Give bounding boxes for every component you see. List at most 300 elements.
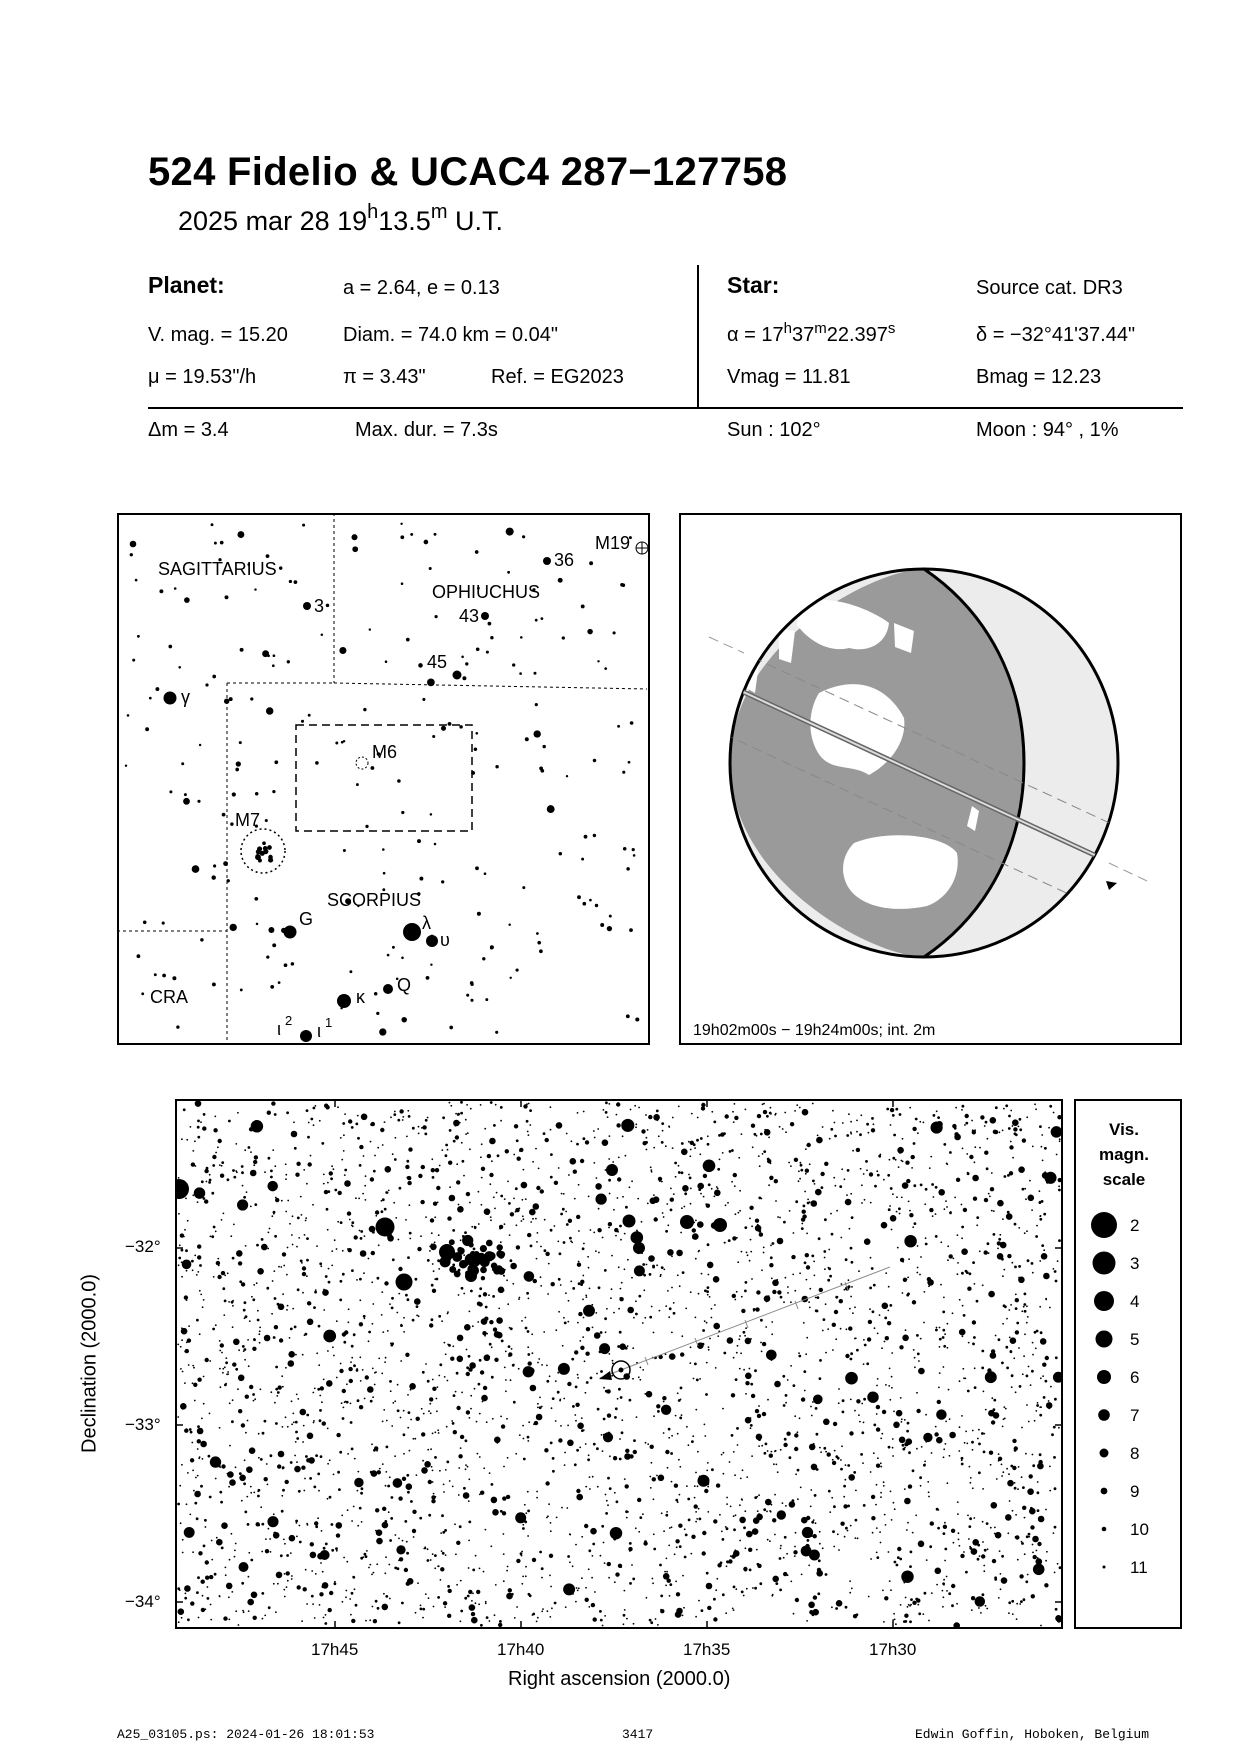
field-star: [890, 1215, 897, 1222]
field-star: [616, 1500, 619, 1503]
finder-star: [434, 533, 437, 536]
field-star: [536, 1258, 538, 1260]
field-star: [766, 1350, 777, 1361]
field-star: [944, 1560, 946, 1562]
field-star: [194, 1502, 197, 1505]
field-star: [885, 1272, 887, 1274]
field-star: [264, 1420, 267, 1423]
field-star: [958, 1450, 960, 1452]
field-star: [421, 1467, 428, 1474]
field-star: [974, 1129, 976, 1131]
finder-star: [430, 964, 432, 966]
field-star: [273, 1532, 276, 1535]
field-star: [695, 1521, 697, 1523]
field-star: [854, 1306, 856, 1308]
field-star: [1023, 1303, 1026, 1306]
field-star: [235, 1143, 237, 1145]
field-star: [453, 1394, 456, 1397]
field-star: [223, 1616, 227, 1620]
field-star: [645, 1114, 647, 1116]
field-star: [265, 1538, 267, 1540]
field-star: [887, 1321, 891, 1325]
field-star: [337, 1471, 340, 1474]
field-star: [216, 1539, 223, 1546]
field-star: [575, 1420, 577, 1422]
field-star: [965, 1114, 969, 1118]
field-star: [382, 1522, 389, 1529]
field-star: [344, 1180, 351, 1187]
field-star: [1010, 1141, 1012, 1143]
field-star: [910, 1604, 912, 1606]
field-star: [241, 1282, 245, 1286]
field-star: [663, 1573, 670, 1580]
field-star: [801, 1227, 804, 1230]
field-star: [810, 1613, 812, 1615]
field-star: [760, 1342, 762, 1344]
finder-star: [633, 854, 636, 857]
field-star: [378, 1244, 380, 1246]
field-star: [500, 1106, 503, 1109]
field-star: [303, 1425, 305, 1427]
field-star: [840, 1237, 842, 1239]
field-star: [247, 1339, 249, 1341]
field-star: [267, 1181, 278, 1192]
field-star: [416, 1417, 420, 1421]
field-star: [489, 1472, 491, 1474]
field-star: [804, 1390, 806, 1392]
scale-label-11: 11: [1130, 1558, 1148, 1577]
field-star: [428, 1410, 430, 1412]
field-star: [390, 1116, 392, 1118]
field-star: [295, 1441, 297, 1443]
field-star: [232, 1257, 235, 1260]
field-star: [178, 1611, 180, 1613]
field-star: [374, 1384, 376, 1386]
field-star: [525, 1512, 527, 1514]
field-star: [179, 1485, 181, 1487]
field-star: [229, 1479, 236, 1486]
field-star: [425, 1216, 427, 1218]
field-star: [671, 1332, 673, 1334]
field-star: [268, 1606, 271, 1609]
field-star: [1022, 1138, 1026, 1142]
field-star: [208, 1455, 211, 1458]
field-star: [835, 1185, 837, 1187]
field-star: [192, 1269, 194, 1271]
field-star: [351, 1520, 353, 1522]
field-star: [904, 1498, 911, 1505]
field-star: [893, 1411, 895, 1413]
finder-star: [137, 954, 141, 958]
field-star: [1019, 1385, 1022, 1388]
field-star: [730, 1555, 732, 1557]
field-star: [946, 1163, 948, 1165]
cluster-star: [470, 1256, 481, 1267]
field-star: [913, 1184, 916, 1187]
field-star: [685, 1534, 688, 1537]
finder-star: [302, 524, 305, 527]
finder-star: [604, 667, 607, 670]
field-star: [519, 1150, 521, 1152]
field-star: [363, 1272, 365, 1274]
field-star: [679, 1466, 681, 1468]
field-star: [845, 1258, 848, 1261]
field-star: [188, 1364, 190, 1366]
field-star: [196, 1319, 199, 1322]
field-star: [519, 1207, 521, 1209]
field-star: [760, 1319, 763, 1322]
field-star: [810, 1506, 812, 1508]
field-star: [623, 1614, 626, 1617]
field-star: [406, 1582, 410, 1586]
field-star: [437, 1386, 439, 1388]
field-star: [967, 1287, 971, 1291]
field-star: [197, 1201, 199, 1203]
field-star: [182, 1539, 184, 1541]
field-star: [861, 1431, 864, 1434]
field-star: [667, 1467, 669, 1469]
field-star: [713, 1323, 720, 1330]
field-star: [892, 1193, 894, 1195]
field-star: [469, 1417, 471, 1419]
field-star: [319, 1604, 321, 1606]
field-star: [377, 1470, 381, 1474]
field-star: [945, 1443, 947, 1445]
field-star: [656, 1264, 658, 1266]
field-star: [889, 1304, 892, 1307]
field-star: [824, 1257, 826, 1259]
finder-star: [441, 880, 444, 883]
field-star: [592, 1543, 595, 1546]
finder-star: [593, 834, 596, 837]
field-star: [637, 1198, 639, 1200]
field-star: [1021, 1542, 1024, 1545]
field-star: [216, 1261, 220, 1265]
field-star: [310, 1553, 313, 1556]
field-star: [748, 1548, 752, 1552]
field-star: [951, 1584, 955, 1588]
field-star: [228, 1120, 231, 1123]
field-star: [1024, 1293, 1027, 1296]
field-star: [1046, 1402, 1053, 1409]
field-star: [698, 1188, 701, 1191]
field-star: [403, 1410, 405, 1412]
field-star: [190, 1431, 193, 1434]
field-star: [681, 1149, 688, 1156]
field-star: [279, 1453, 282, 1456]
field-star: [707, 1143, 710, 1146]
field-star: [896, 1564, 899, 1567]
field-star: [1011, 1262, 1013, 1264]
field-star: [1007, 1174, 1010, 1177]
field-star: [880, 1462, 882, 1464]
field-star: [513, 1198, 515, 1200]
field-star: [524, 1504, 526, 1506]
field-star: [702, 1329, 705, 1332]
field-star: [468, 1590, 472, 1594]
field-star: [412, 1529, 416, 1533]
field-star: [372, 1368, 374, 1370]
field-star: [503, 1533, 505, 1535]
field-star: [1015, 1298, 1019, 1302]
field-star: [247, 1599, 254, 1606]
field-star: [578, 1587, 580, 1589]
field-star: [1053, 1426, 1056, 1429]
field-star: [547, 1293, 549, 1295]
field-star: [772, 1576, 779, 1583]
field-star: [394, 1567, 397, 1570]
field-star: [733, 1451, 735, 1453]
scale-dot-6: [1097, 1370, 1111, 1384]
field-star: [675, 1499, 678, 1502]
field-star: [694, 1363, 697, 1366]
field-star: [282, 1386, 284, 1388]
field-star: [180, 1346, 182, 1348]
field-star: [324, 1622, 327, 1625]
field-star: [973, 1197, 977, 1201]
field-star: [671, 1435, 673, 1437]
field-star: [877, 1457, 879, 1459]
field-star: [892, 1438, 894, 1440]
field-star: [220, 1174, 224, 1178]
field-star: [863, 1422, 865, 1424]
finder-star: [382, 848, 385, 851]
field-star: [734, 1116, 738, 1120]
field-star: [961, 1272, 964, 1275]
field-star: [993, 1412, 1000, 1419]
field-star: [782, 1128, 784, 1130]
field-star: [180, 1403, 187, 1410]
field-star: [294, 1147, 297, 1150]
field-star: [362, 1193, 364, 1195]
field-star: [521, 1220, 523, 1222]
field-star: [320, 1562, 322, 1564]
field-star: [530, 1385, 537, 1392]
field-star: [359, 1164, 362, 1167]
field-star: [972, 1430, 974, 1432]
field-star: [241, 1423, 245, 1427]
field-star: [1045, 1560, 1047, 1562]
field-star: [937, 1400, 941, 1404]
field-star: [998, 1453, 1000, 1455]
field-star: [432, 1387, 436, 1391]
field-star: [990, 1527, 992, 1529]
field-star: [467, 1132, 469, 1134]
field-star: [850, 1131, 852, 1133]
field-star: [194, 1400, 196, 1402]
field-star: [355, 1197, 357, 1199]
field-star: [971, 1609, 973, 1611]
field-star: [588, 1267, 590, 1269]
field-star: [635, 1123, 637, 1125]
field-star: [202, 1126, 206, 1130]
field-star: [770, 1107, 772, 1109]
label-gamma: γ: [181, 687, 190, 707]
field-star: [829, 1511, 831, 1513]
field-star: [711, 1111, 713, 1113]
field-star: [840, 1522, 844, 1526]
field-star: [331, 1523, 334, 1526]
field-star: [580, 1283, 583, 1286]
field-star: [484, 1128, 486, 1130]
field-star: [558, 1311, 560, 1313]
field-star: [365, 1375, 369, 1379]
field-star: [322, 1289, 329, 1296]
field-star: [293, 1121, 295, 1123]
field-star: [475, 1555, 477, 1557]
field-star: [471, 1226, 473, 1228]
field-star: [690, 1188, 692, 1190]
field-star: [382, 1144, 384, 1146]
field-star: [220, 1386, 222, 1388]
field-star: [727, 1337, 734, 1344]
field-star: [280, 1554, 283, 1557]
field-star: [458, 1454, 462, 1458]
field-star: [605, 1331, 607, 1333]
field-star: [738, 1338, 740, 1340]
field-star: [336, 1377, 338, 1379]
field-star: [684, 1192, 687, 1195]
cluster-star: [454, 1270, 461, 1277]
field-star: [1024, 1553, 1026, 1555]
field-star: [939, 1327, 941, 1329]
field-star: [876, 1385, 878, 1387]
field-star: [233, 1176, 236, 1179]
field-star: [981, 1432, 984, 1435]
field-star: [994, 1130, 998, 1134]
field-star: [225, 1574, 227, 1576]
field-star: [857, 1537, 859, 1539]
finder-star: [635, 1017, 639, 1021]
field-star: [575, 1386, 578, 1389]
field-star: [1001, 1464, 1003, 1466]
field-star: [307, 1524, 309, 1526]
field-star: [487, 1354, 489, 1356]
field-star: [577, 1377, 579, 1379]
field-star: [592, 1555, 594, 1557]
finder-star: [229, 697, 233, 701]
field-star: [300, 1409, 307, 1416]
field-star: [563, 1193, 565, 1195]
field-star: [767, 1450, 769, 1452]
field-star: [486, 1616, 489, 1619]
field-star: [988, 1252, 990, 1254]
field-star: [832, 1349, 834, 1351]
field-star: [763, 1103, 765, 1105]
field-star: [342, 1389, 346, 1393]
field-star: [653, 1498, 655, 1500]
field-star: [619, 1297, 621, 1299]
label-cra: CRA: [150, 987, 189, 1007]
field-star: [472, 1593, 474, 1595]
field-star: [572, 1405, 575, 1408]
finder-star: [432, 735, 435, 738]
field-star: [739, 1368, 741, 1370]
field-star: [556, 1517, 558, 1519]
field-star: [258, 1457, 260, 1459]
cluster-star: [470, 1251, 476, 1257]
field-star: [445, 1144, 448, 1147]
field-star: [876, 1556, 879, 1559]
field-star: [736, 1291, 738, 1293]
finder-star: [278, 981, 281, 984]
field-star: [407, 1256, 410, 1259]
finder-star: [172, 976, 176, 980]
field-star: [749, 1260, 751, 1262]
field-star: [528, 1368, 535, 1375]
field-star: [481, 1143, 483, 1145]
field-star: [1039, 1453, 1042, 1456]
field-star: [272, 1149, 274, 1151]
field-star: [904, 1442, 908, 1446]
m7-cluster-star: [268, 858, 273, 863]
field-star: [794, 1110, 796, 1112]
field-star: [806, 1233, 808, 1235]
field-star: [249, 1447, 256, 1454]
field-star: [646, 1264, 648, 1266]
field-star: [772, 1518, 776, 1522]
field-star: [229, 1559, 231, 1561]
ytick-32: −32°: [125, 1237, 161, 1256]
field-star: [516, 1559, 520, 1563]
field-star: [623, 1623, 625, 1625]
field-star: [670, 1188, 672, 1190]
field-star: [897, 1247, 899, 1249]
field-star: [595, 1336, 597, 1338]
field-star: [420, 1235, 422, 1237]
field-star: [323, 1379, 325, 1381]
field-star: [755, 1225, 762, 1232]
field-star: [291, 1352, 294, 1355]
field-star: [946, 1576, 948, 1578]
field-star: [306, 1109, 309, 1112]
field-star: [762, 1342, 766, 1346]
field-star: [600, 1555, 602, 1557]
field-star: [484, 1355, 491, 1362]
field-star: [722, 1408, 724, 1410]
field-star: [649, 1273, 652, 1276]
field-star: [1008, 1127, 1011, 1130]
field-star: [993, 1210, 995, 1212]
finder-star: [212, 982, 216, 986]
field-star: [296, 1394, 298, 1396]
field-star: [929, 1167, 931, 1169]
field-star: [827, 1328, 829, 1330]
field-star: [207, 1597, 210, 1600]
field-star: [783, 1301, 785, 1303]
field-star: [445, 1353, 447, 1355]
field-star: [769, 1454, 773, 1458]
field-star: [775, 1200, 777, 1202]
field-star: [213, 1128, 217, 1132]
field-star: [850, 1193, 852, 1195]
field-star: [593, 1162, 595, 1164]
label-kappa: κ: [356, 987, 365, 1007]
field-star: [711, 1308, 713, 1310]
field-star: [295, 1173, 299, 1177]
field-star: [261, 1592, 264, 1595]
finder-star: [254, 897, 258, 901]
field-star: [305, 1217, 307, 1219]
field-star: [989, 1196, 991, 1198]
field-star: [428, 1597, 430, 1599]
field-star: [863, 1339, 865, 1341]
field-star: [250, 1559, 253, 1562]
field-star: [1010, 1110, 1012, 1112]
field-star: [753, 1310, 755, 1312]
field-star: [196, 1274, 198, 1276]
field-star: [884, 1514, 886, 1516]
